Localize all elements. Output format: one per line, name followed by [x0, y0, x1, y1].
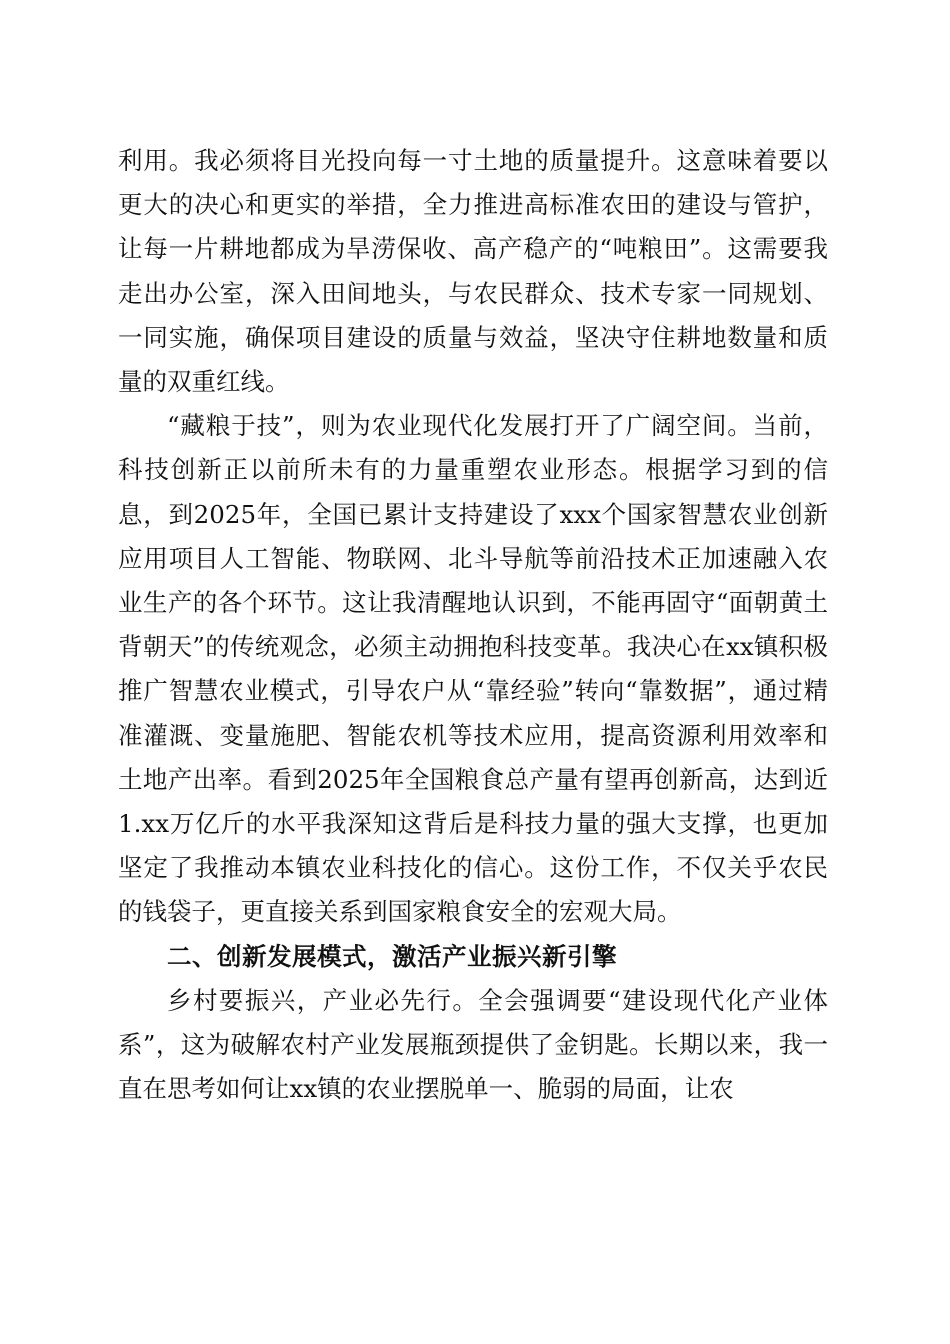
paragraph-continued: 利用。我必须将目光投向每一寸土地的质量提升。这意味着要以更大的决心和更实的举措，全力推进高标准农田的建设与管护，让每一片耕地都成为旱涝保收、高产稳产的“吨粮田”。这需要我走出办公室，深入田间地头，与农民群众、技术专家一同规划、一同实施，确保项目建设的质量与效益，坚决守住耕地数量和质量的双重红线。	[118, 146, 828, 397]
section-heading: 二、创新发展模式，激活产业振兴新引擎	[167, 941, 617, 971]
paragraph-technology: “藏粮于技”，则为农业现代化发展打开了广阔空间。当前，科技创新正以前所未有的力量重塑农业形态。根据学习到的信息，到2025年，全国已累计支持建设了xxx个国家智慧农业创新应用项目人工智能、物联网、北斗导航等前沿技术正加速融入农业生产的各个环节。这让我清醒地认识到，不能再固守“面朝黄土背朝天”的传统观念，必须主动拥抱科技变革。我决心在xx镇积极推广智慧农业模式，引导农户从“靠经验”转向“靠数据”，通过精准灌溉、变量施肥、智能农机等技术应用，提高资源利用效率和土地产出率。看到2025年全国粮食总产量有望再创新高，达到近1.xx万亿斤的水平我深知这背后是科技力量的强大支撑，也更加坚定了我推动本镇农业科技化的信心。这份工作，不仅关乎农民的钱袋子，更直接关系到国家粮食安全的宏观大局。	[118, 411, 828, 927]
document-body	[118, 139, 828, 1111]
paragraph-industry: 乡村要振兴，产业必先行。全会强调要“建设现代化产业体系”，这为破解农村产业发展瓶颈提供了金钥匙。长期以来，我一直在思考如何让xx镇的农业摆脱单一、脆弱的局面，让农	[118, 985, 828, 1104]
